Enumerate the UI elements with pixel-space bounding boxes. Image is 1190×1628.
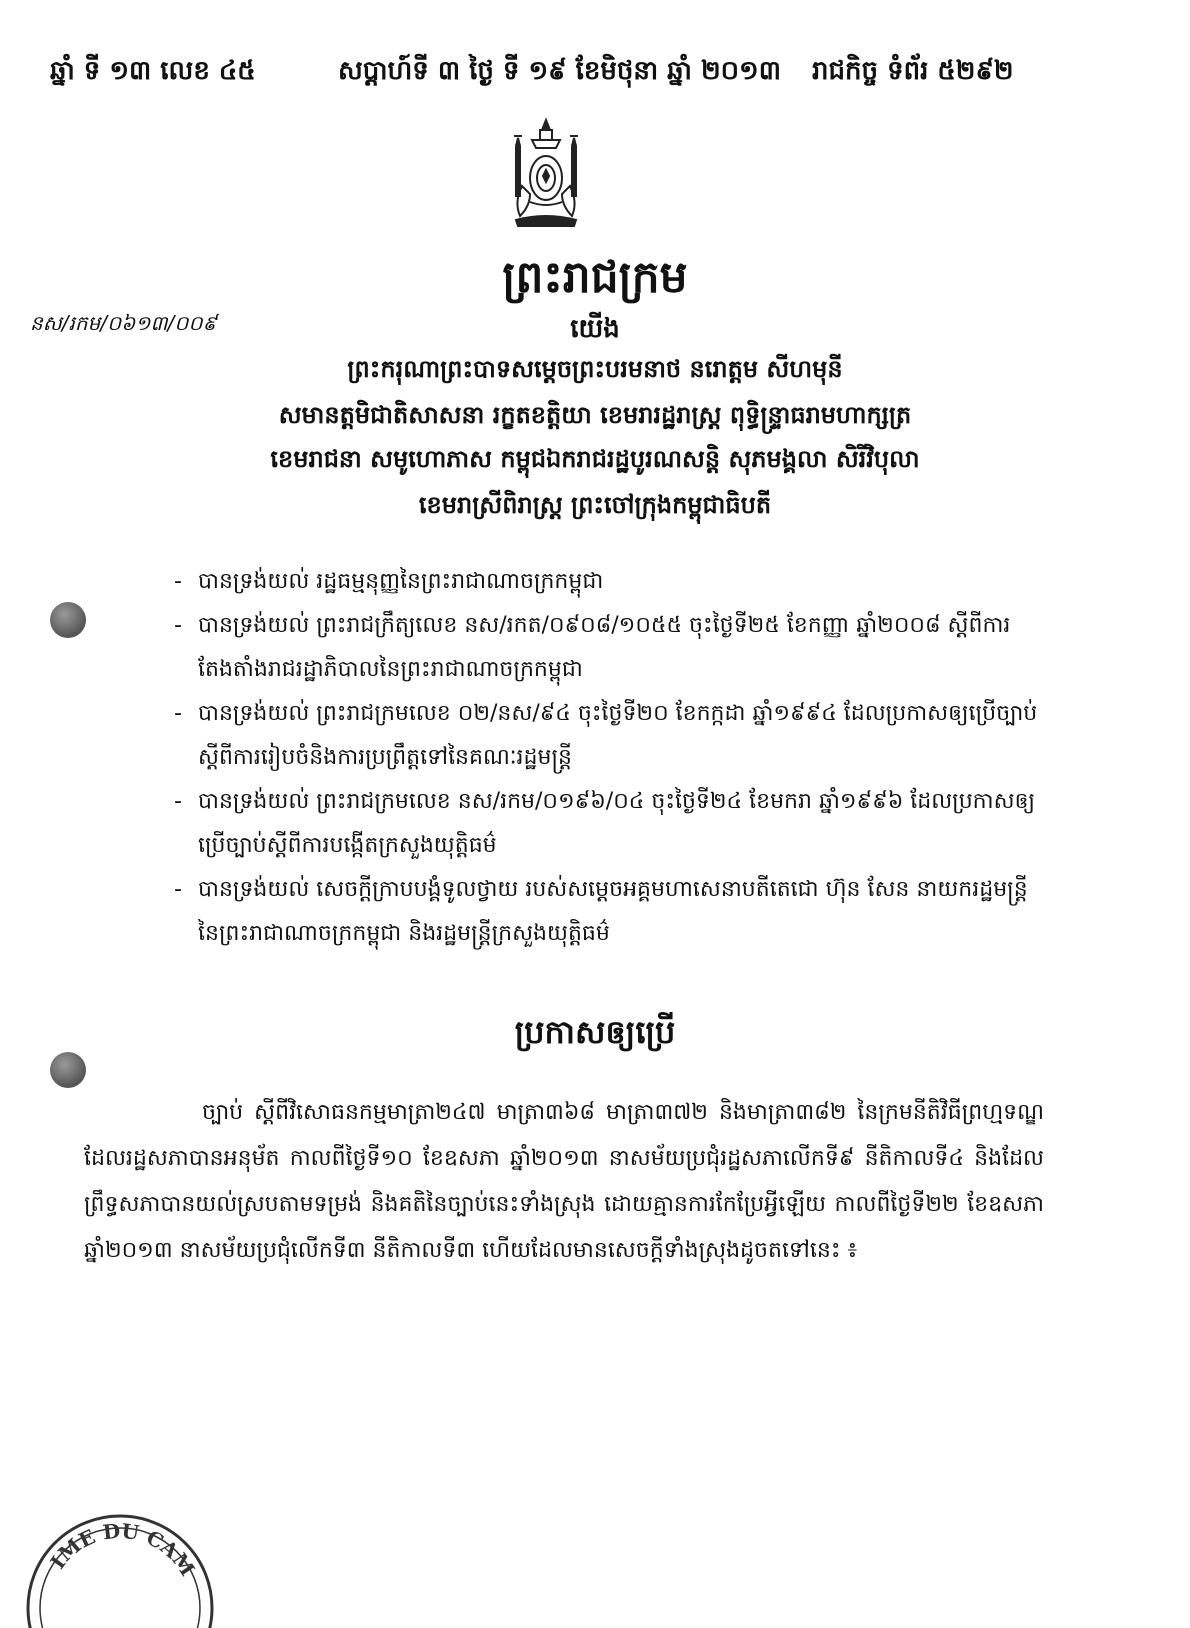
considerations-list: [170, 560, 1050, 956]
gazette-week-date: សប្តាហ៍ទី ៣ ថ្ងៃ ទី ១៩ ខែមិថុនា ឆ្នាំ ២០១៣: [338, 56, 781, 86]
consideration-item: [170, 868, 1050, 956]
list-dash: -: [174, 789, 182, 814]
decree-number: នស/រកម/០៦១៣/០០៩: [30, 311, 217, 335]
consideration-item: [170, 692, 1050, 780]
consideration-item: [170, 780, 1050, 868]
consideration-text: បានទ្រង់យល់ សេចក្តីក្រាបបង្គំទូលថ្វាយ របស់សម្តេចអគ្គមហាសេនាបតីតេជោ ហ៊ុន សែន នាយករដ្ឋមន្ត្រី នៃព្រះរាជាណាចក្រកម្ពុជា និងរដ្ឋមន្ត្រីក្រសួងយុត្តិធម៌: [198, 877, 1028, 946]
svg-text:IME DU CAM: [45, 1519, 199, 1581]
list-dash: -: [174, 613, 182, 638]
consideration-text: បានទ្រង់យល់ ព្រះរាជក្រមលេខ ០២/នស/៩៤ ចុះថ្ងៃទី២០ ខែកក្កដា ឆ្នាំ១៩៩៤ ដែលប្រកាសឲ្យប្រើច្បាប់ស្តីពីការរៀបចំនិងការប្រព្រឹត្តទៅនៃគណៈរដ្ឋមន្ត្រី: [198, 701, 1038, 770]
official-seal-stamp: [20, 1508, 220, 1628]
promulgation-heading: ប្រកាសឲ្យប្រើ: [514, 1013, 676, 1051]
gazette-page-number: រាជកិច្ច ទំព័រ ៥២៩២: [812, 56, 1014, 86]
consideration-item: [170, 560, 1050, 604]
list-dash: -: [174, 569, 182, 594]
consideration-text: បានទ្រង់យល់ ព្រះរាជក្រមលេខ នស/រកម/០១៩៦/០៤ ចុះថ្ងៃទី២៤ ខែមករា ឆ្នាំ១៩៩៦ ដែលប្រកាសឲ្យប្រើច្បាប់ស្តីពីការបង្កើតក្រសួងយុត្តិធម៌: [198, 789, 1036, 858]
royal-coat-of-arms-icon: [496, 116, 596, 228]
king-title-line-4: ខេមរាស្រីពិរាស្ត្រ ព្រះចៅក្រុងកម្ពុជាធិបតី: [418, 491, 772, 519]
list-dash: -: [174, 701, 182, 726]
royal-decree-title: ព្រះរាជក្រម: [502, 252, 688, 303]
king-title-line-3: ខេមរាជនា សមូហោភាស កម្ពុជឯករាជរដ្ឋបូរណសន្តិ សុភមង្គលា សិរីវិបុលា: [270, 445, 920, 473]
law-body-paragraph: ច្បាប់ ស្តីពីវិសោធនកម្មមាត្រា២៤៧ មាត្រា៣៦៨ មាត្រា៣៧២ និងមាត្រា៣៨២ នៃក្រមនីតិវិធីព្រហ្មទណ្ឌ ដែលរដ្ឋសភាបានអនុម័ត កាលពីថ្ងៃទី១០ ខែឧសភា ឆ្នាំ២០១៣ នាសម័យប្រជុំរដ្ឋសភាលើកទី៩ នីតិកាលទី៤ និងដែលព្រឹទ្ធសភាបានយល់ស្របតាមទម្រង់ និងគតិនៃច្បាប់នេះទាំងស្រុង ដោយគ្មានការកែប្រែអ្វីឡើយ កាលពីថ្ងៃទី២២ ខែឧសភា ឆ្នាំ២០១៣ នាសម័យប្រជុំលើកទី៣ នីតិកាលទី៣ ហើយដែលមានសេចក្តីទាំងស្រុងដូចតទៅនេះ ៖: [84, 1100, 1044, 1263]
list-dash: -: [174, 877, 182, 902]
we-heading: យើង: [570, 314, 620, 344]
punch-hole-icon: [50, 602, 86, 638]
seal-text: IME DU CAM: [45, 1518, 200, 1581]
consideration-text: បានទ្រង់យល់ ព្រះរាជក្រឹត្យលេខ នស/រកត/០៩០៨/១០៥៥ ចុះថ្ងៃទី២៥ ខែកញ្ញា ឆ្នាំ២០០៨ ស្តីពីការតែងតាំងរាជរដ្ឋាភិបាលនៃព្រះរាជាណាចក្រកម្ពុជា: [198, 613, 1011, 682]
king-title-line-1: ព្រះករុណាព្រះបាទសម្តេចព្រះបរមនាថ នរោត្តម សីហមុនី: [347, 355, 843, 383]
king-title-line-2: សមានត្តមិជាតិសាសនា រក្ខតខត្តិយា ខេមរារដ្ឋរាស្ត្រ ពុទ្ធិន្ទ្រាធរាមហាក្សត្រ: [278, 401, 912, 429]
gazette-year-issue: ឆ្នាំ ទី ១៣ លេខ ៤៥: [50, 56, 256, 86]
consideration-text: បានទ្រង់យល់ រដ្ឋធម្មនុញ្ញនៃព្រះរាជាណាចក្រកម្ពុជា: [198, 569, 604, 594]
consideration-item: [170, 604, 1050, 692]
